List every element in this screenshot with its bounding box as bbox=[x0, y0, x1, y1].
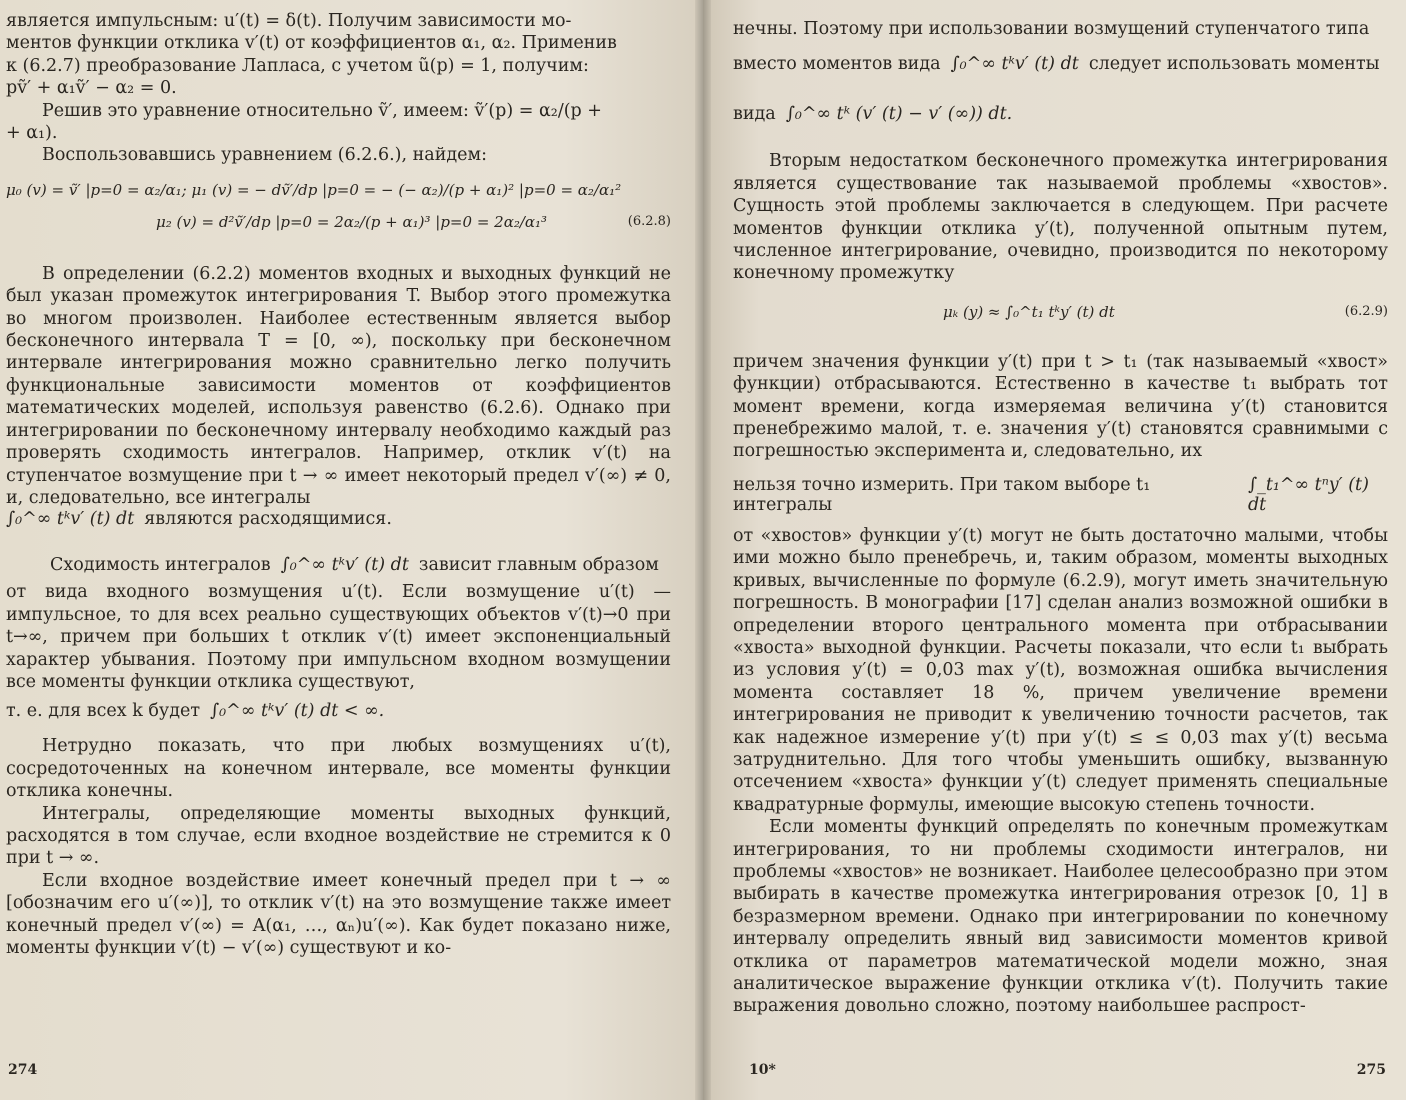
formula-moment-2 bbox=[6, 213, 671, 231]
formula-moments-01: μ₀ (v) = ṽ′ |p=0 = α₂/α₁; μ₁ (v) = − dṽ′/dp |p=0 = − (− α₂)/(p + α₁)² |p=0 = α₂/α₁² bbox=[6, 180, 622, 199]
text-fragment: вида bbox=[733, 104, 776, 125]
text-line: + α₁). bbox=[6, 123, 58, 144]
text-fragment: Сходимость интегралов bbox=[50, 555, 271, 576]
paragraph: Интегралы, определяющие моменты выходных функций, расходятся в том случае, если входное воздействие не стремится к 0 при t → ∞. bbox=[6, 803, 671, 869]
right-page bbox=[703, 0, 1406, 1100]
integral: ∫_t₁^∞ tⁿy′ (t) dt bbox=[1247, 474, 1369, 515]
paragraph: Вторым недостатком бесконечного промежутка интегрирования является существование так называемой проблемы «хвостов». Сущность этой проблемы заключается в следующем. При расчете моментов функции отклика y′(t), полученной опытным путем, численное интегрирование, очевидно, производится по некоторому конечному промежутку bbox=[733, 151, 1388, 284]
text-fragment: следует использовать моменты bbox=[1088, 54, 1380, 75]
text-fragment: вместо моментов вида bbox=[733, 54, 941, 75]
integral: ∫₀^∞ tᵏv′ (t) dt bbox=[280, 555, 409, 576]
integral-line bbox=[733, 54, 1388, 74]
integral: ∫₀^∞ tᵏv′ (t) dt bbox=[6, 509, 135, 530]
formula-moment-k bbox=[733, 303, 1388, 321]
text-fragment: зависит главным образом bbox=[418, 555, 659, 576]
text-fragment: нельзя точно измерить. При таком выборе t₁ интегралы bbox=[733, 474, 1151, 515]
integral-line bbox=[6, 555, 671, 575]
book-gutter bbox=[695, 0, 711, 1100]
text-line: является импульсным: u′(t) = δ(t). Получим зависимости мо- bbox=[6, 11, 572, 31]
text-line: pṽ′ + α₁ṽ′ − α₂ = 0. bbox=[6, 78, 177, 99]
integral: ∫₀^∞ tᵏv′ (t) dt bbox=[950, 54, 1079, 75]
text-line: Решив это уравнение относительно ṽ′, имеем: ṽ′(p) = α₂/(p + bbox=[42, 100, 602, 121]
page-number: 274 bbox=[8, 1062, 38, 1078]
text-line: Воспользовавшись уравнением (6.2.6.), найдем: bbox=[42, 145, 488, 166]
paragraph: Если моменты функций определять по конечным промежуткам интегрирования, то ни проблемы сходимости интегралов, ни проблемы «хвостов» не возникает. Наиболее целесообразно при этом выбирать в качестве промежутка интегрирования отрезок [0, 1] в безразмерном времени. Однако при интегрировании по конечному интервалу определить явный вид зависимости моментов кривой отклика от параметров математической модели можно, зная аналитическое выражение функции отклика v′(t). Получить такие выражения довольно сложно, поэтому наибольшее распрост- bbox=[733, 817, 1388, 1017]
text-line: нечны. Поэтому при использовании возмущений ступенчатого типа bbox=[733, 19, 1370, 39]
integral-line bbox=[6, 701, 671, 721]
page-number: 275 bbox=[1356, 1062, 1386, 1078]
text-line: ментов функции отклика v′(t) от коэффициентов α₁, α₂. Применив bbox=[6, 33, 617, 54]
paragraph: причем значения функции y′(t) при t > t₁ (так называемый «хвост» функции) отбрасываются. Естественно в качестве t₁ выбрать тот момент времени, когда измеряемая величина y′(t) становится пренебрежимо малой, т. е. значения y′(t) становятся сравнимыми с погрешностью эксперимента и, следовательно, их bbox=[733, 351, 1388, 462]
paragraph: от вида входного возмущения u′(t). Если возмущение u′(t) — импульсное, то для всех реально существующих объектов v′(t)→0 при t→∞, причем при больших t отклик v′(t) имеет экспоненциальный характер убывания. Поэтому при импульсном входном возмущении все моменты функции отклика существуют, bbox=[6, 582, 671, 692]
integral-line bbox=[733, 104, 1388, 124]
paragraph: Нетрудно показать, что при любых возмущениях u′(t), сосредоточенных на конечном интервале, все моменты функции отклика конечны. bbox=[6, 736, 671, 802]
formula-body: μ₂ (v) = d²ṽ′/dp |p=0 = 2α₂/(p + α₁)³ |p=0 = 2α₂/α₁³ bbox=[156, 212, 548, 231]
paragraph: от «хвостов» функции y′(t) могут не быть достаточно малыми, чтобы ими можно было пренебречь, и, таким образом, моменты выходных кривых, вычисленные по формуле (6.2.9), могут иметь значительную погрешность. В монографии [17] сделан анализ возможной ошибки в определении второго центрального момента при отбрасывании «хвоста» выходной функции. Расчеты показали, что если t₁ выбрать из условия y′(t) = 0,03 max y′(t), возможная ошибка вычисления момента составляет 18 %, причем увеличение времени интегрирования не приводит к увеличению точности расчетов, так как надежное измерение y′(t) при y′(t) ≤ ≤ 0,03 max y′(t) весьма затруднительно. Для того чтобы уменьшить ошибку, вызванную отсечением «хвоста» функции y′(t) следует применять специальные квадратурные формулы, имеющие высокую степень точности. bbox=[733, 525, 1388, 815]
text-line: к (6.2.7) преобразование Лапласа, с учетом ũ(p) = 1, получим: bbox=[6, 55, 589, 76]
equation-number: (6.2.8) bbox=[627, 214, 671, 230]
signature-mark: 10* bbox=[749, 1062, 776, 1078]
equation-number: (6.2.9) bbox=[1344, 304, 1388, 320]
text-fragment: являются расходящимися. bbox=[144, 509, 392, 530]
integral-line bbox=[6, 509, 671, 529]
integral: ∫₀^∞ tᵏ (v′ (t) − v′ (∞)) dt. bbox=[785, 104, 1013, 125]
formula-body: μₖ (y) ≈ ∫₀^t₁ tᵏy′ (t) dt bbox=[943, 302, 1115, 321]
text-fragment: т. е. для всех k будет bbox=[6, 701, 201, 722]
paragraph: В определении (6.2.2) моментов входных и выходных функций не был указан промежуток интегрирования T. Выбор этого промежутка во многом произволен. Наиболее естественным является выбор бесконечного интервала T = [0, ∞), поскольку при бесконечном интервале интегрирования можно сравнительно легко получить функциональные зависимости моментов от коэффициентов математических моделей, используя равенство (6.2.6). Однако при интегрировании по бесконечному интервалу необходимо каждый раз проверять сходимость интегралов. Например, отклик v′(t) на ступенчатое возмущение при t → ∞ имеет некоторый предел v′(∞) ≠ 0, и, следовательно, все интегралы bbox=[6, 263, 671, 508]
integral: ∫₀^∞ tᵏv′ (t) dt < ∞. bbox=[210, 701, 385, 722]
paragraph: Если входное воздействие имеет конечный предел при t → ∞ [обозначим его u′(∞)], то отклик v′(t) на это возмущение также имеет конечный предел v′(∞) = A(α₁, …, αₙ)u′(∞). Как будет показано ниже, моменты функции v′(t) − v′(∞) существуют и ко- bbox=[6, 870, 671, 958]
integral-line bbox=[733, 475, 1388, 515]
